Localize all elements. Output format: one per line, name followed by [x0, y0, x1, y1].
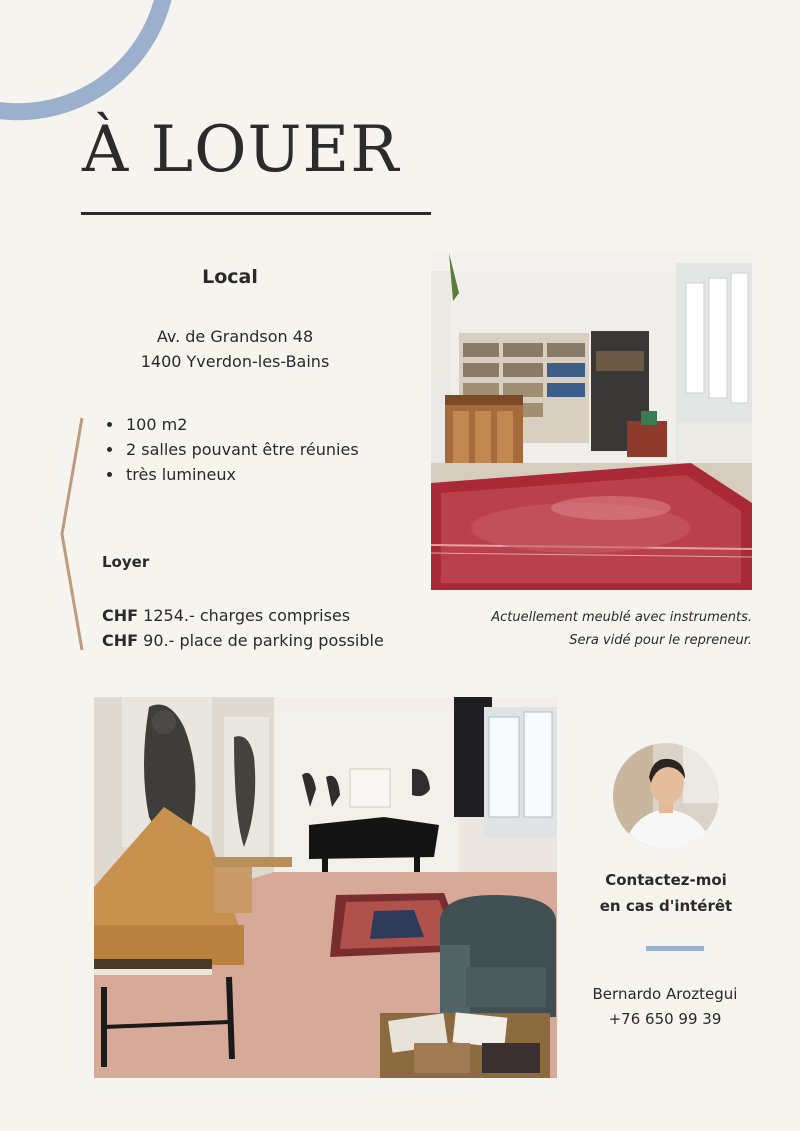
page-title: À LOUER	[82, 113, 400, 187]
address-city: 1400 Yverdon-les-Bains	[140, 352, 330, 371]
photo-caption-line1: Actuellement meublé avec instruments.	[491, 610, 752, 625]
chevron-bracket-icon	[58, 416, 88, 652]
rent-line	[102, 604, 350, 628]
local-heading: Local	[202, 266, 258, 288]
contact-phone[interactable]: +76 650 99 39	[608, 1010, 722, 1028]
parking-line	[102, 629, 384, 653]
contact-avatar	[613, 743, 719, 849]
contact-heading-line1: Contactez-moi	[605, 871, 727, 889]
parking-amount: 90.- place de parking possible	[138, 631, 384, 650]
feature-item: • très lumineux	[124, 462, 414, 487]
address-street: Av. de Grandson 48	[156, 327, 314, 346]
contact-name: Bernardo Aroztegui	[592, 985, 738, 1003]
title-underline	[81, 212, 431, 215]
parking-currency: CHF	[102, 631, 139, 650]
contact-details	[570, 982, 760, 1032]
address	[110, 324, 360, 374]
contact-heading	[580, 867, 752, 919]
feature-item: • 2 salles pouvant être réunies	[124, 437, 414, 462]
corner-arc-decoration	[0, 0, 180, 130]
contact-heading-line2: en cas d'intérêt	[599, 897, 733, 915]
contact-divider	[646, 946, 704, 951]
photo-caption-line2: Sera vidé pour le repreneur.	[569, 633, 752, 648]
feature-item: • 100 m2	[124, 412, 414, 437]
feature-list	[104, 412, 414, 487]
room-photo-main	[431, 253, 752, 590]
room-photo-secondary	[94, 697, 557, 1078]
rent-label: Loyer	[102, 553, 150, 571]
rent-amount: 1254.- charges comprises	[138, 606, 351, 625]
rent-currency: CHF	[102, 606, 139, 625]
